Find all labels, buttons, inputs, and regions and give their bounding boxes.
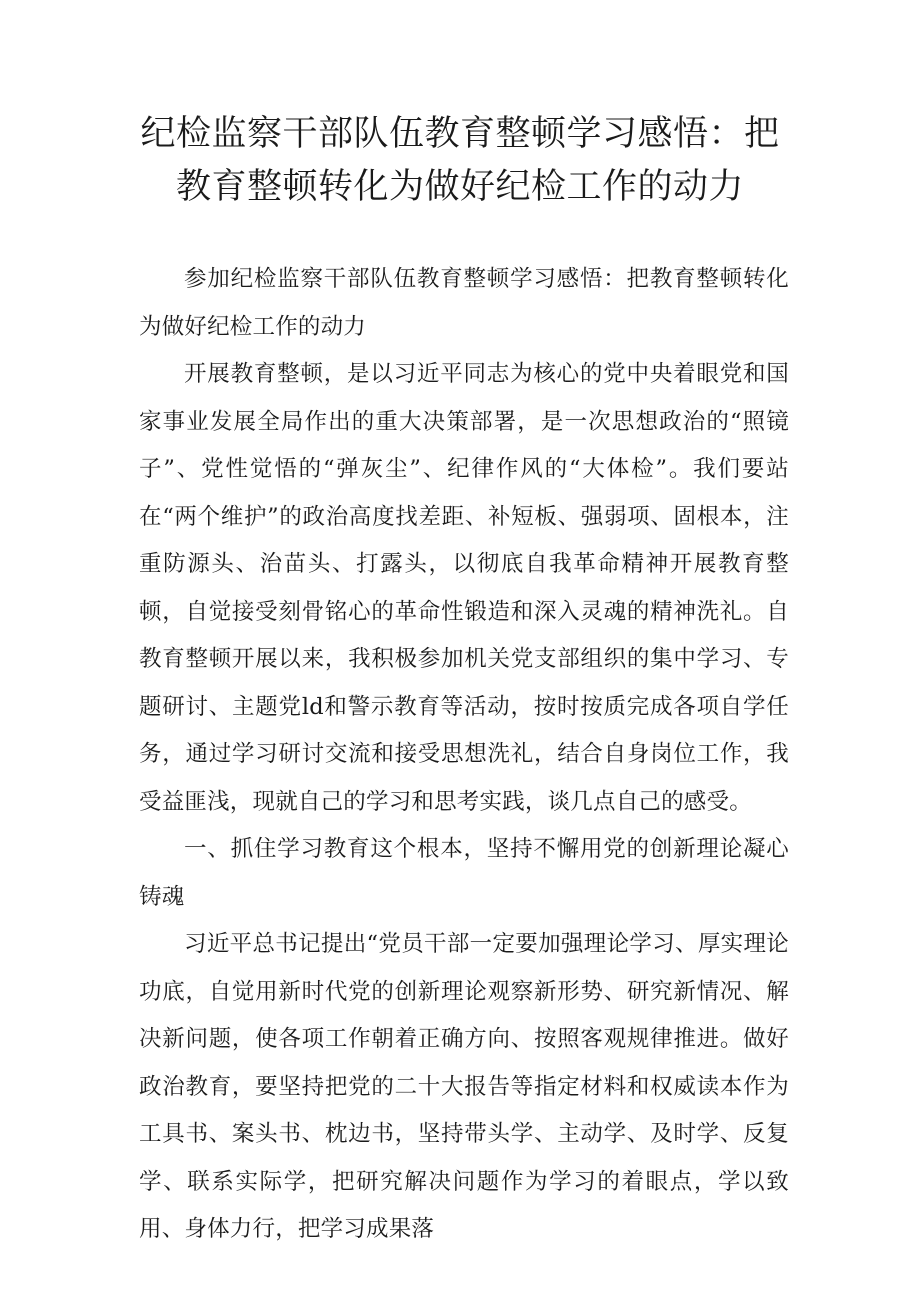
paragraph-section-1: 习近平总书记提出“党员干部一定要加强理论学习、厚实理论功底，自觉用新时代党的创新理论观察新形势、研究新情况、解决新问题，使各项工作朝着正确方向、按照客观规律推进。做好政治教育，要坚持把党的二十大报告等指定材料和权威读本作为工具书、案头书、枕边书，坚持带头学、主动学、及时学、反复学、联系实际学，把研究解决问题作为学习的着眼点，学以致用、身体力行，把学习成果落 (139, 931, 789, 1242)
section-heading-1: 一、抓住学习教育这个根本，坚持不懈用党的创新理论凝心铸魂 (139, 836, 789, 910)
paragraph-background: 开展教育整顿，是以习近平同志为核心的党中央着眼党和国家事业发展全局作出的重大决策部署，是一次思想政治的“照镜子”、党性觉悟的“弹灰尘”、纪律作风的“大体检”。我们要站在“两个维护”的政治高度找差距、补短板、强弱项、固根本，注重防源头、治苗头、打露头，以彻底自我革命精神开展教育整顿，自觉接受刻骨铭心的革命性锻造和深入灵魂的精神洗礼。自教育整顿开展以来，我积极参加机关党支部组织的集中学习、专题研讨、主题党ld和警示教育等活动，按时按质完成各项自学任务，通过学习研讨交流和接受思想洗礼，结合自身岗位工作，我受益匪浅，现就自己的学习和思考实践，谈几点自己的感受。 (139, 361, 789, 815)
paragraph-intro: 参加纪检监察干部队伍教育整顿学习感悟：把教育整顿转化为做好纪检工作的动力 (139, 266, 789, 340)
document-body (139, 256, 789, 1254)
document-title: 纪检监察干部队伍教育整顿学习感悟：把教育整顿转化为做好纪检工作的动力 (140, 114, 780, 207)
